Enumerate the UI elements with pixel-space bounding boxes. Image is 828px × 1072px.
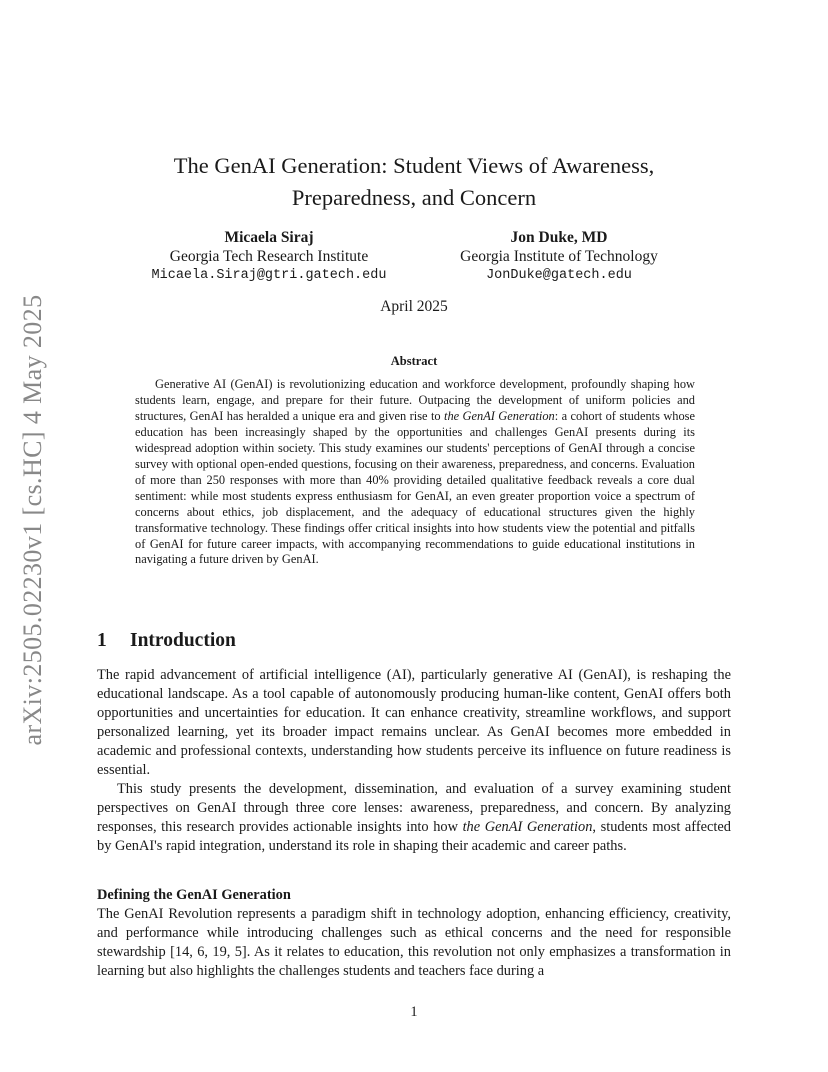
paper-title [130, 150, 698, 214]
section-title: Introduction [130, 630, 236, 651]
page-number: 1 [410, 1004, 418, 1020]
abstract-emphasis: the GenAI Generation [444, 408, 555, 423]
arxiv-identifier: arXiv:2505.02230v1 [cs.HC] 4 May 2025 [18, 294, 47, 746]
intro-paragraph-2 [97, 780, 731, 856]
intro-paragraph-1: The rapid advancement of artificial intelligence (AI), particularly generative AI (GenAI), is reshaping the educational landscape. As a tool capable of autonomously producing human-like content, GenAI offers both opportunities and uncertainties for education. It can enhance creativity, streamline workflows, and support personalized learning, yet its broader impact remains unclear. As GenAI becomes more embedded in academic and professional contexts, understanding how students perceive its influence on future readiness is essential. [97, 667, 731, 778]
author-name: Jon Duke, MD [510, 229, 608, 246]
publication-date: April 2025 [380, 298, 448, 315]
author-email: Micaela.Siraj@gtri.gatech.edu [151, 268, 387, 283]
abstract-heading: Abstract [390, 354, 438, 368]
section-number: 1 [97, 630, 107, 651]
subsection-heading: Defining the GenAI Generation [97, 887, 291, 903]
abstract-text-part-2: : a cohort of students whose education has been increasingly shaped by the opportunities and challenges GenAI presents during its widespread adoption within society. This study examines our students' perceptions of GenAI through a concise survey with optional open-ended questions, focusing on their awareness, preparedness, and concerns. Evaluation of more than 250 responses with more than 40% providing detailed qualitative feedback reveals a core dual sentiment: while most students express enthusiasm for GenAI, an even greater proportion voice a spectrum of concerns about ethics, job displacement, and the adequacy of educational structures given the highly transformative technology. These findings offer critical insights into how students view the potential and pitfalls of GenAI for future career impacts, with accompanying recommendations to guide educational institutions in navigating a future driven by GenAI. [135, 408, 696, 567]
author-affiliation: Georgia Tech Research Institute [169, 248, 369, 265]
arxiv-identifier-margin [16, 285, 50, 755]
abstract-text-part-1: Generative AI (GenAI) is revolutionizing education and workforce development, profoundly shaping how students learn, engage, and prepare for their future. Outpacing the development of uniform policies and structures, GenAI has heralded a unique era and given rise to [135, 377, 695, 423]
section-heading-introduction [97, 629, 236, 653]
intro-paragraph-2-emphasis: the GenAI Generation [462, 818, 593, 835]
abstract-body [135, 377, 695, 568]
author-block-2 [440, 228, 678, 286]
intro-paragraph-2-part-1: This study presents the development, dissemination, and evaluation of a survey examining student perspectives on GenAI through three core lenses: awareness, preparedness, and concern. By analyzing responses, this research provides actionable insights into how [97, 781, 731, 835]
author-email: JonDuke@gatech.edu [486, 268, 632, 283]
intro-paragraph-3: The GenAI Revolution represents a paradigm shift in technology adoption, enhancing efficiency, creativity, and performance while introducing challenges such as ethical concerns and the need for responsible stewardship [14, 6, 19, 5]. As it relates to education, this revolution not only emphasizes a transformation in learning but also highlights the challenges students and teachers face during a [97, 906, 731, 979]
author-affiliation: Georgia Institute of Technology [460, 248, 658, 265]
author-block-1 [140, 228, 398, 286]
intro-paragraph-2-part-2: , students most affected by GenAI's rapid integration, understand its role in shaping their academic and career paths. [97, 818, 731, 854]
paper-title-line-2: Preparedness, and Concern [291, 185, 537, 210]
author-name: Micaela Siraj [224, 229, 314, 246]
paper-title-line-1: The GenAI Generation: Student Views of Awareness, [173, 153, 655, 178]
